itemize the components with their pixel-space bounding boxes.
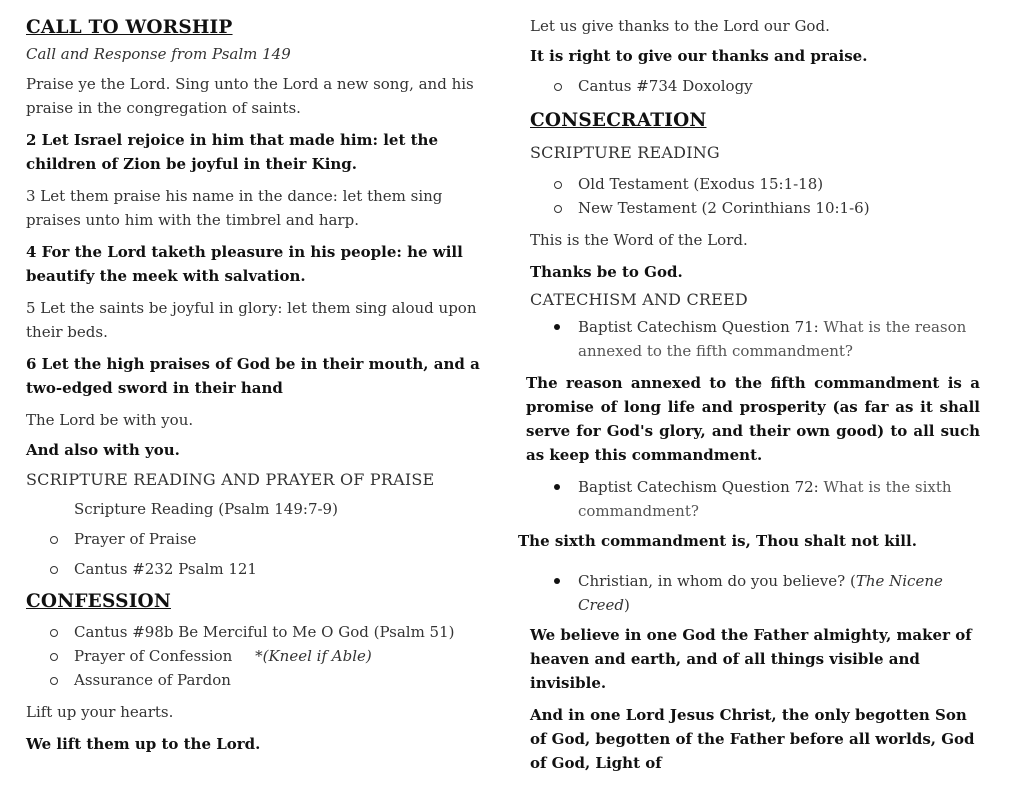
verse-1: Praise ye the Lord. Sing unto the Lord a new song, and his praise in the congregation of saints. (26, 75, 474, 117)
list-item: Cantus #232 Psalm 121 (74, 557, 486, 581)
list-item (578, 475, 988, 523)
thanks-leader: Let us give thanks to the Lord our God. (530, 17, 830, 35)
word-leader: This is the Word of the Lord. (530, 231, 748, 249)
q71-label: Baptist Catechism Question 71: (578, 318, 819, 336)
creed-paragraph-2: And in one Lord Jesus Christ, the only begotten Son of God, begotten of the Father before all worlds, God of God, Light of (530, 706, 975, 772)
list-item: Cantus #98b Be Merciful to Me O God (Psalm 51) (74, 620, 486, 644)
verse-4: 4 For the Lord taketh pleasure in his people: he will beautify the meek with salvation. (26, 243, 463, 285)
heading-confession: CONFESSION (26, 591, 171, 612)
list-item: Cantus #734 Doxology (578, 74, 988, 98)
verse-2: 2 Let Israel rejoice in him that made him: let the children of Zion be joyful in their King. (26, 131, 439, 173)
answer-72: The sixth commandment is, Thou shalt not kill. (518, 532, 917, 550)
creed-paragraph-1: We believe in one God the Father almighty, maker of heaven and earth, and of all things visible and invisible. (530, 626, 972, 692)
list-item (74, 644, 486, 668)
q72-label: Baptist Catechism Question 72: (578, 478, 819, 496)
greeting-response: And also with you. (26, 441, 180, 459)
verse-6: 6 Let the high praises of God be in their mouth, and a two-edged sword in their hand (26, 355, 480, 397)
confession-list (26, 620, 486, 692)
creed-name: The Nicene Creed (578, 572, 943, 614)
list-item: Scripture Reading (Psalm 149:7-9) (74, 500, 338, 518)
q72-text: What is the sixth commandment? (578, 478, 952, 520)
list-item: Old Testament (Exodus 15:1-18) (578, 172, 988, 196)
list-item: Prayer of Praise (74, 527, 486, 551)
kneel-note: *(Kneel if Able) (255, 647, 372, 665)
creed-list (518, 569, 988, 617)
section-scripture-reading: SCRIPTURE READING (530, 143, 720, 162)
verse-3: 3 Let them praise his name in the dance: let them sing praises unto him with the timbrel and harp. (26, 187, 443, 229)
left-column (26, 0, 486, 756)
thanks-response: It is right to give our thanks and praise. (530, 47, 868, 65)
section-scripture-praise: SCRIPTURE READING AND PRAYER OF PRAISE (26, 470, 435, 489)
list-item (578, 315, 988, 363)
section-catechism: CATECHISM AND CREED (530, 290, 748, 309)
scripture-praise-list (26, 497, 486, 581)
catechism-list-72 (518, 475, 988, 523)
word-response: Thanks be to God. (530, 263, 683, 281)
readings-list (518, 172, 988, 220)
heading-consecration: CONSECRATION (530, 110, 707, 131)
sursum-response: We lift them up to the Lord. (26, 735, 261, 753)
prayer-of-confession-label: Prayer of Confession (74, 647, 233, 665)
list-item: Assurance of Pardon (74, 668, 486, 692)
greeting-leader: The Lord be with you. (26, 411, 194, 429)
catechism-list-71 (518, 315, 988, 363)
q71-text: What is the reason annexed to the fifth commandment? (578, 318, 967, 360)
creed-close: ) (624, 596, 630, 614)
verse-5: 5 Let the saints be joyful in glory: let them sing aloud upon their beds. (26, 299, 477, 341)
answer-71: The reason annexed to the fifth commandment is a promise of long life and prosperity (as far as it shall serve for God's glory, and their own good) to all such as keep this commandment. (526, 374, 980, 464)
creed-prompt: Christian, in whom do you believe? ( (578, 572, 856, 590)
thanks-list (518, 74, 988, 98)
call-subtitle: Call and Response from Psalm 149 (26, 45, 291, 63)
list-item: New Testament (2 Corinthians 10:1-6) (578, 196, 988, 220)
right-column (518, 0, 988, 775)
sursum-leader: Lift up your hearts. (26, 703, 174, 721)
list-item (578, 569, 988, 617)
heading-call-to-worship: CALL TO WORSHIP (26, 17, 233, 38)
